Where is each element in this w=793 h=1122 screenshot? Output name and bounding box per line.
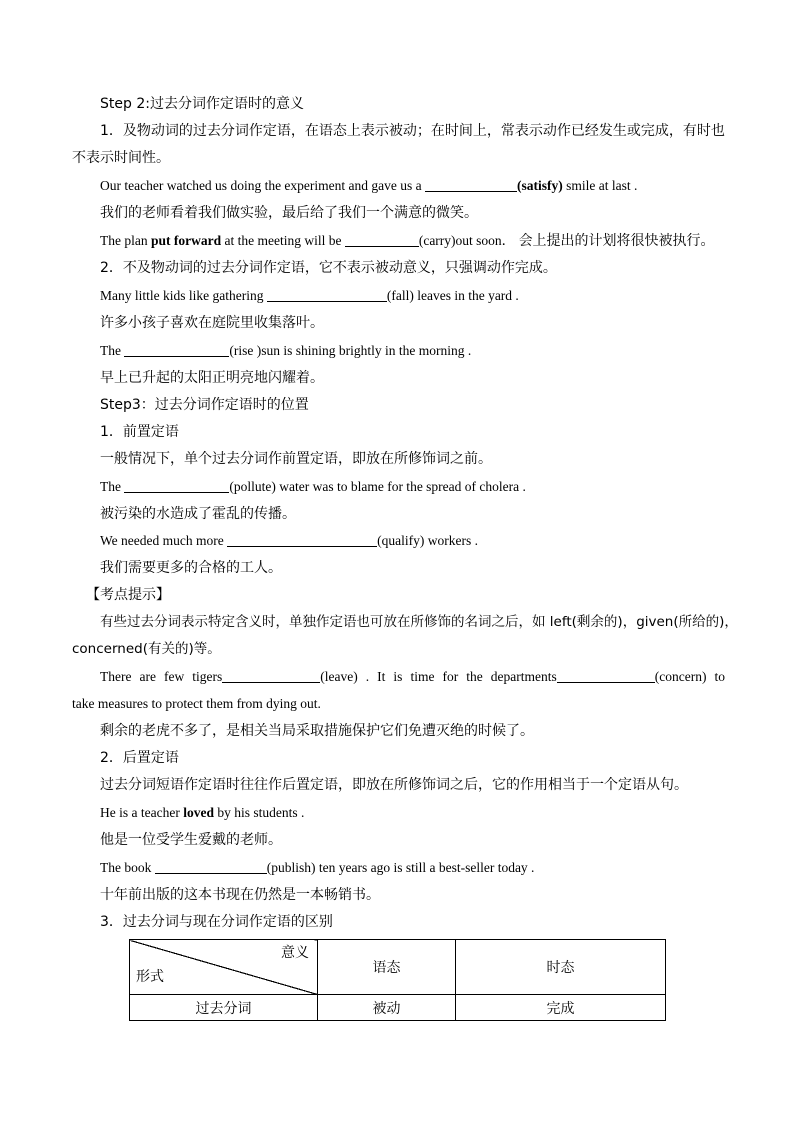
answer-blank[interactable] [425,176,517,192]
comparison-title: 3．过去分词与现在分词作定语的区别 [100,914,333,930]
example-loved: He is a teacher loved by his students . [100,805,305,820]
answer-blank[interactable] [557,667,655,683]
pre-attribute-description: 一般情况下，单个过去分词作前置定语，即放在所修饰词之前。 [100,451,492,467]
header-voice: 语态 [318,940,456,995]
answer-blank[interactable] [124,477,229,493]
answer-blank[interactable] [267,286,387,302]
example-pollute-translation: 被污染的水造成了霍乱的传播。 [100,506,296,522]
example-qualify: We needed much more (qualify) workers . [100,533,478,548]
step3-heading: Step3：过去分词作定语时的位置 [100,397,309,413]
example-carry: The plan put forward at the meeting will be (carry)out soon． 会上提出的计划将很快被执行。 [100,233,715,249]
example-rise: The (rise )sun is shining brightly in the morning . [100,343,472,358]
tip-line2: concerned(有关的)等。 [72,641,221,657]
example-publish-translation: 十年前出版的这本书现在仍然是一本畅销书。 [100,887,380,903]
example-loved-translation: 他是一位受学生爱戴的老师。 [100,832,282,848]
table-header-row [130,940,666,995]
corner-meaning-label: 意义 [281,945,309,961]
step2-point1-line2: 不表示时间性。 [72,150,170,166]
example-leave-concern-translation: 剩余的老虎不多了，是相关当局采取措施保护它们免遭灭绝的时候了。 [100,723,534,739]
example-publish: The book (publish) ten years ago is still a best-seller today . [100,860,535,875]
answer-blank[interactable] [155,858,267,874]
post-attribute-description: 过去分词短语作定语时往往作后置定语，即放在所修饰词之后，它的作用相当于一个定语从句。 [100,777,688,793]
step2-point1-line1: 1．及物动词的过去分词作定语，在语态上表示被动；在时间上，常表示动作已经发生或完成，有时也 [100,123,725,139]
step2-heading: Step 2:过去分词作定语时的意义 [100,96,304,112]
row-voice-passive: 被动 [318,995,456,1021]
answer-blank[interactable] [222,667,320,683]
header-tense: 时态 [456,940,666,995]
example-pollute: The (pollute) water was to blame for the spread of cholera . [100,479,526,494]
example-satisfy: Our teacher watched us doing the experiment and gave us a (satisfy) smile at last . [100,178,638,193]
step2-point2: 2．不及物动词的过去分词作定语，它不表示被动意义，只强调动作完成。 [100,260,557,276]
example-satisfy-translation: 我们的老师看着我们做实验，最后给了我们一个满意的微笑。 [100,205,478,221]
table-row [130,995,666,1021]
example-rise-translation: 早上已升起的太阳正明亮地闪耀着。 [100,370,324,386]
example-qualify-translation: 我们需要更多的合格的工人。 [100,560,282,576]
example-fall: Many little kids like gathering (fall) leaves in the yard . [100,288,519,303]
answer-blank[interactable] [345,231,419,247]
tip-heading: 【考点提示】 [86,587,170,603]
comparison-table [129,939,666,1021]
post-attribute-title: 2．后置定语 [100,750,179,766]
table-corner-cell [130,940,318,995]
row-form-past-participle: 过去分词 [130,995,318,1021]
answer-blank[interactable] [227,531,377,547]
answer-blank[interactable] [124,341,229,357]
pre-attribute-title: 1．前置定语 [100,424,179,440]
example-fall-translation: 许多小孩子喜欢在庭院里收集落叶。 [100,315,324,331]
tip-line1: 有些过去分词表示特定含义时，单独作定语也可放在所修饰的名词之后，如 left(剩余的)，given(所给的)， [100,614,738,630]
example-leave-concern: There are few tigers (leave) . It is time for the departments (concern) to [100,669,725,684]
corner-form-label: 形式 [136,969,164,985]
row-tense-completed: 完成 [456,995,666,1021]
example-leave-concern-line2: take measures to protect them from dying out. [72,696,321,711]
